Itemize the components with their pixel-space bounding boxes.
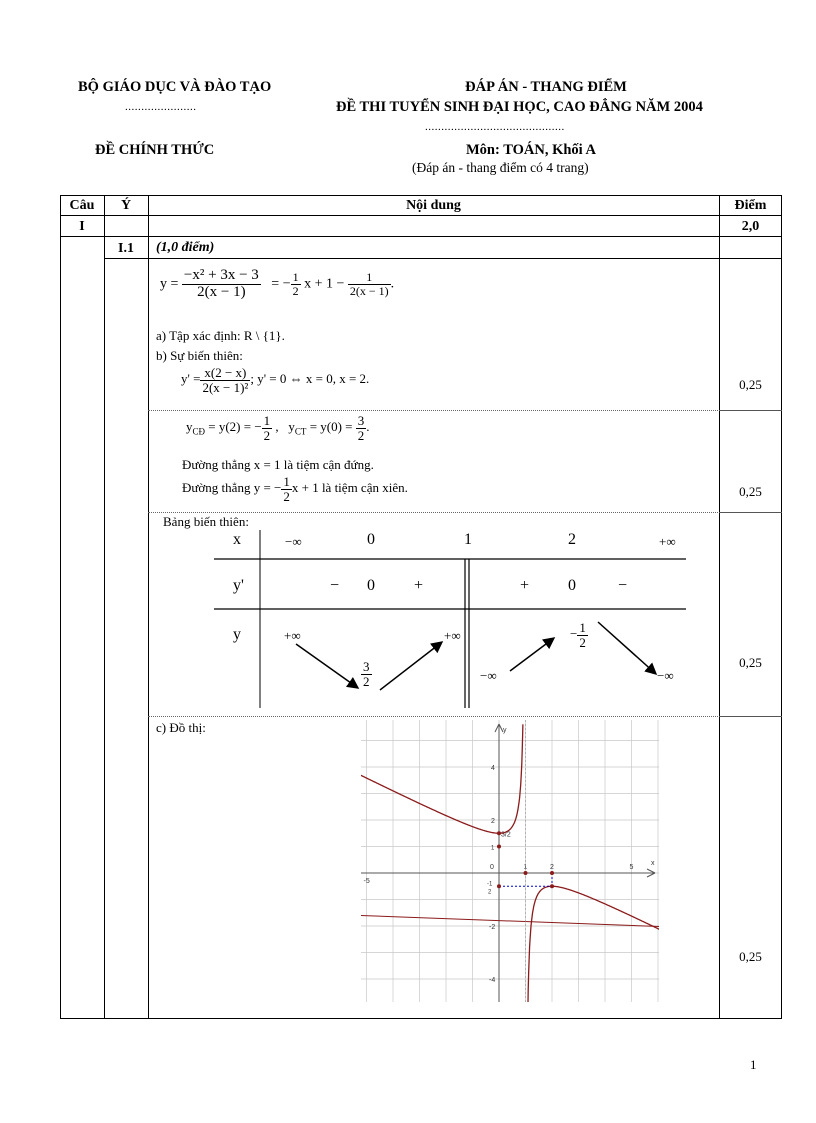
row-i-divider [60, 236, 782, 237]
bbt-sign: + [414, 577, 424, 594]
graph-point [550, 884, 554, 888]
sub-row-divider [104, 258, 782, 259]
point-label: 3/2 [501, 831, 511, 839]
bbt-x-value: +∞ [659, 534, 676, 549]
bbt-x-value: 2 [568, 531, 576, 548]
bbt-sign: − [330, 577, 340, 594]
point-label: -1 [487, 881, 493, 888]
header-y: Ý [120, 198, 132, 213]
answer-title: ĐÁP ÁN - THANG ĐIỂM [465, 79, 627, 95]
bbt-sign: 0 [367, 577, 375, 594]
tick-label: 2 [491, 818, 495, 825]
origin-label: 0 [490, 864, 494, 871]
score-value: 0,25 [739, 377, 762, 392]
tick-label: -4 [489, 977, 496, 984]
variation-table-title: Bảng biến thiên: [163, 514, 249, 529]
arrow-up-1 [380, 642, 442, 690]
point-label: 1 [491, 845, 495, 852]
graph-point [524, 871, 528, 875]
bbt-y-value: −∞ [657, 668, 674, 683]
point-label: 2 [488, 889, 492, 896]
graph-point [497, 831, 501, 835]
curve-right-branch [528, 886, 659, 1002]
section-divider [148, 716, 782, 717]
arrow-down-2 [598, 622, 656, 674]
bbt-x-value: 0 [367, 531, 375, 548]
table-right-border [781, 195, 782, 1019]
axis-y-label: y [503, 727, 507, 734]
variation-title: b) Sự biến thiên: [156, 348, 243, 363]
bbt-max-value: − $\frac{1}{2}$ [570, 620, 586, 650]
col-divider-1 [104, 195, 105, 1019]
header-content: Nội dung [406, 198, 461, 213]
bbt-yp-label: y' [233, 577, 244, 594]
bbt-x-value: −∞ [285, 534, 302, 549]
bbt-y-label: y [233, 626, 241, 643]
tick-label: 4 [491, 765, 495, 772]
score-value: 0,25 [739, 655, 762, 670]
arrow-down-1 [296, 644, 358, 688]
tick-label: -5 [363, 878, 370, 885]
derivative-line: y' = $\frac{x(2 - x)}{\text{2(x − 1)²}}$ ; y' = 0 ⇔ x = 0, x = 2. [181, 365, 370, 395]
table-top-border [60, 195, 782, 196]
oblique-asymptote: Đường thẳng y = − $\frac{1}{2}$ x + 1 là tiệm cận xiên. [182, 474, 408, 504]
graph-point [550, 871, 554, 875]
table-bottom-border [60, 1018, 782, 1019]
function-graph [361, 720, 659, 1002]
bbt-y-value: +∞ [444, 628, 461, 643]
page-number: 1 [750, 1057, 757, 1072]
bbt-sign: 0 [568, 577, 576, 594]
page-count-note: (Đáp án - thang điểm có 4 trang) [412, 160, 589, 175]
score-value: 0,25 [739, 949, 762, 964]
header-cau: Câu [69, 198, 95, 213]
sub-label: I.1 [118, 241, 134, 256]
score-divider [719, 410, 782, 411]
bbt-x-label: x [233, 531, 241, 548]
domain-text: a) Tập xác định: R \ {1}. [156, 328, 285, 343]
table-header-divider [60, 215, 782, 216]
oblique-asymptote-line [361, 916, 659, 927]
tick-label: 5 [629, 864, 634, 871]
tick-label: 1 [523, 864, 528, 871]
graph-point [497, 884, 501, 888]
bbt-y-value: −∞ [480, 668, 497, 683]
tick-label: -2 [489, 924, 496, 931]
col-divider-3 [719, 195, 720, 1019]
extrema-line: $y_{CĐ} = y(2)$ = − $\frac{1}{2}$ , $y_{CT} = y(0)$ = $\frac{3}{2}$ . [186, 413, 370, 443]
table-left-border [60, 195, 61, 1019]
graph-title: c) Đồ thị: [156, 720, 206, 735]
header-score: Điểm [734, 198, 767, 213]
ministry-dots: ...................... [125, 101, 197, 113]
section-divider [148, 410, 782, 411]
row-i-label: I [79, 219, 85, 234]
score-divider [719, 512, 782, 513]
axis-x-label: x [651, 860, 655, 867]
bbt-sign: + [520, 577, 530, 594]
bbt-x-value: 1 [464, 531, 472, 548]
exam-title: ĐỀ THI TUYỂN SINH ĐẠI HỌC, CAO ĐẲNG NĂM 2004 [336, 99, 703, 115]
vertical-asymptote: Đường thẳng x = 1 là tiệm cận đứng. [182, 457, 374, 472]
score-divider [719, 716, 782, 717]
row-i-score: 2,0 [741, 219, 760, 234]
title-dots: ........................................... [425, 121, 565, 133]
ministry-name: BỘ GIÁO DỤC VÀ ĐÀO TẠO [78, 79, 272, 95]
score-value: 0,25 [739, 484, 762, 499]
bbt-min-value: $\frac{3}{2}$ [363, 659, 370, 689]
tick-label: 2 [550, 864, 554, 871]
function-definition: y = $\frac{\text{−x² + 3x − 3}}{2(x - 1)}$ = − $\frac{1}{2}$ x + 1 − $\frac{1}{2(x - 1)}$ . [160, 267, 395, 300]
graph-point [497, 845, 501, 849]
bbt-y-value: +∞ [284, 628, 301, 643]
sub-points: (1,0 điểm) [156, 240, 215, 255]
official-label: ĐỀ CHÍNH THỨC [95, 142, 215, 158]
subject-line: Môn: TOÁN, Khối A [466, 142, 596, 158]
bbt-sign: − [618, 577, 628, 594]
section-divider [148, 512, 782, 513]
arrow-up-2 [510, 638, 554, 671]
